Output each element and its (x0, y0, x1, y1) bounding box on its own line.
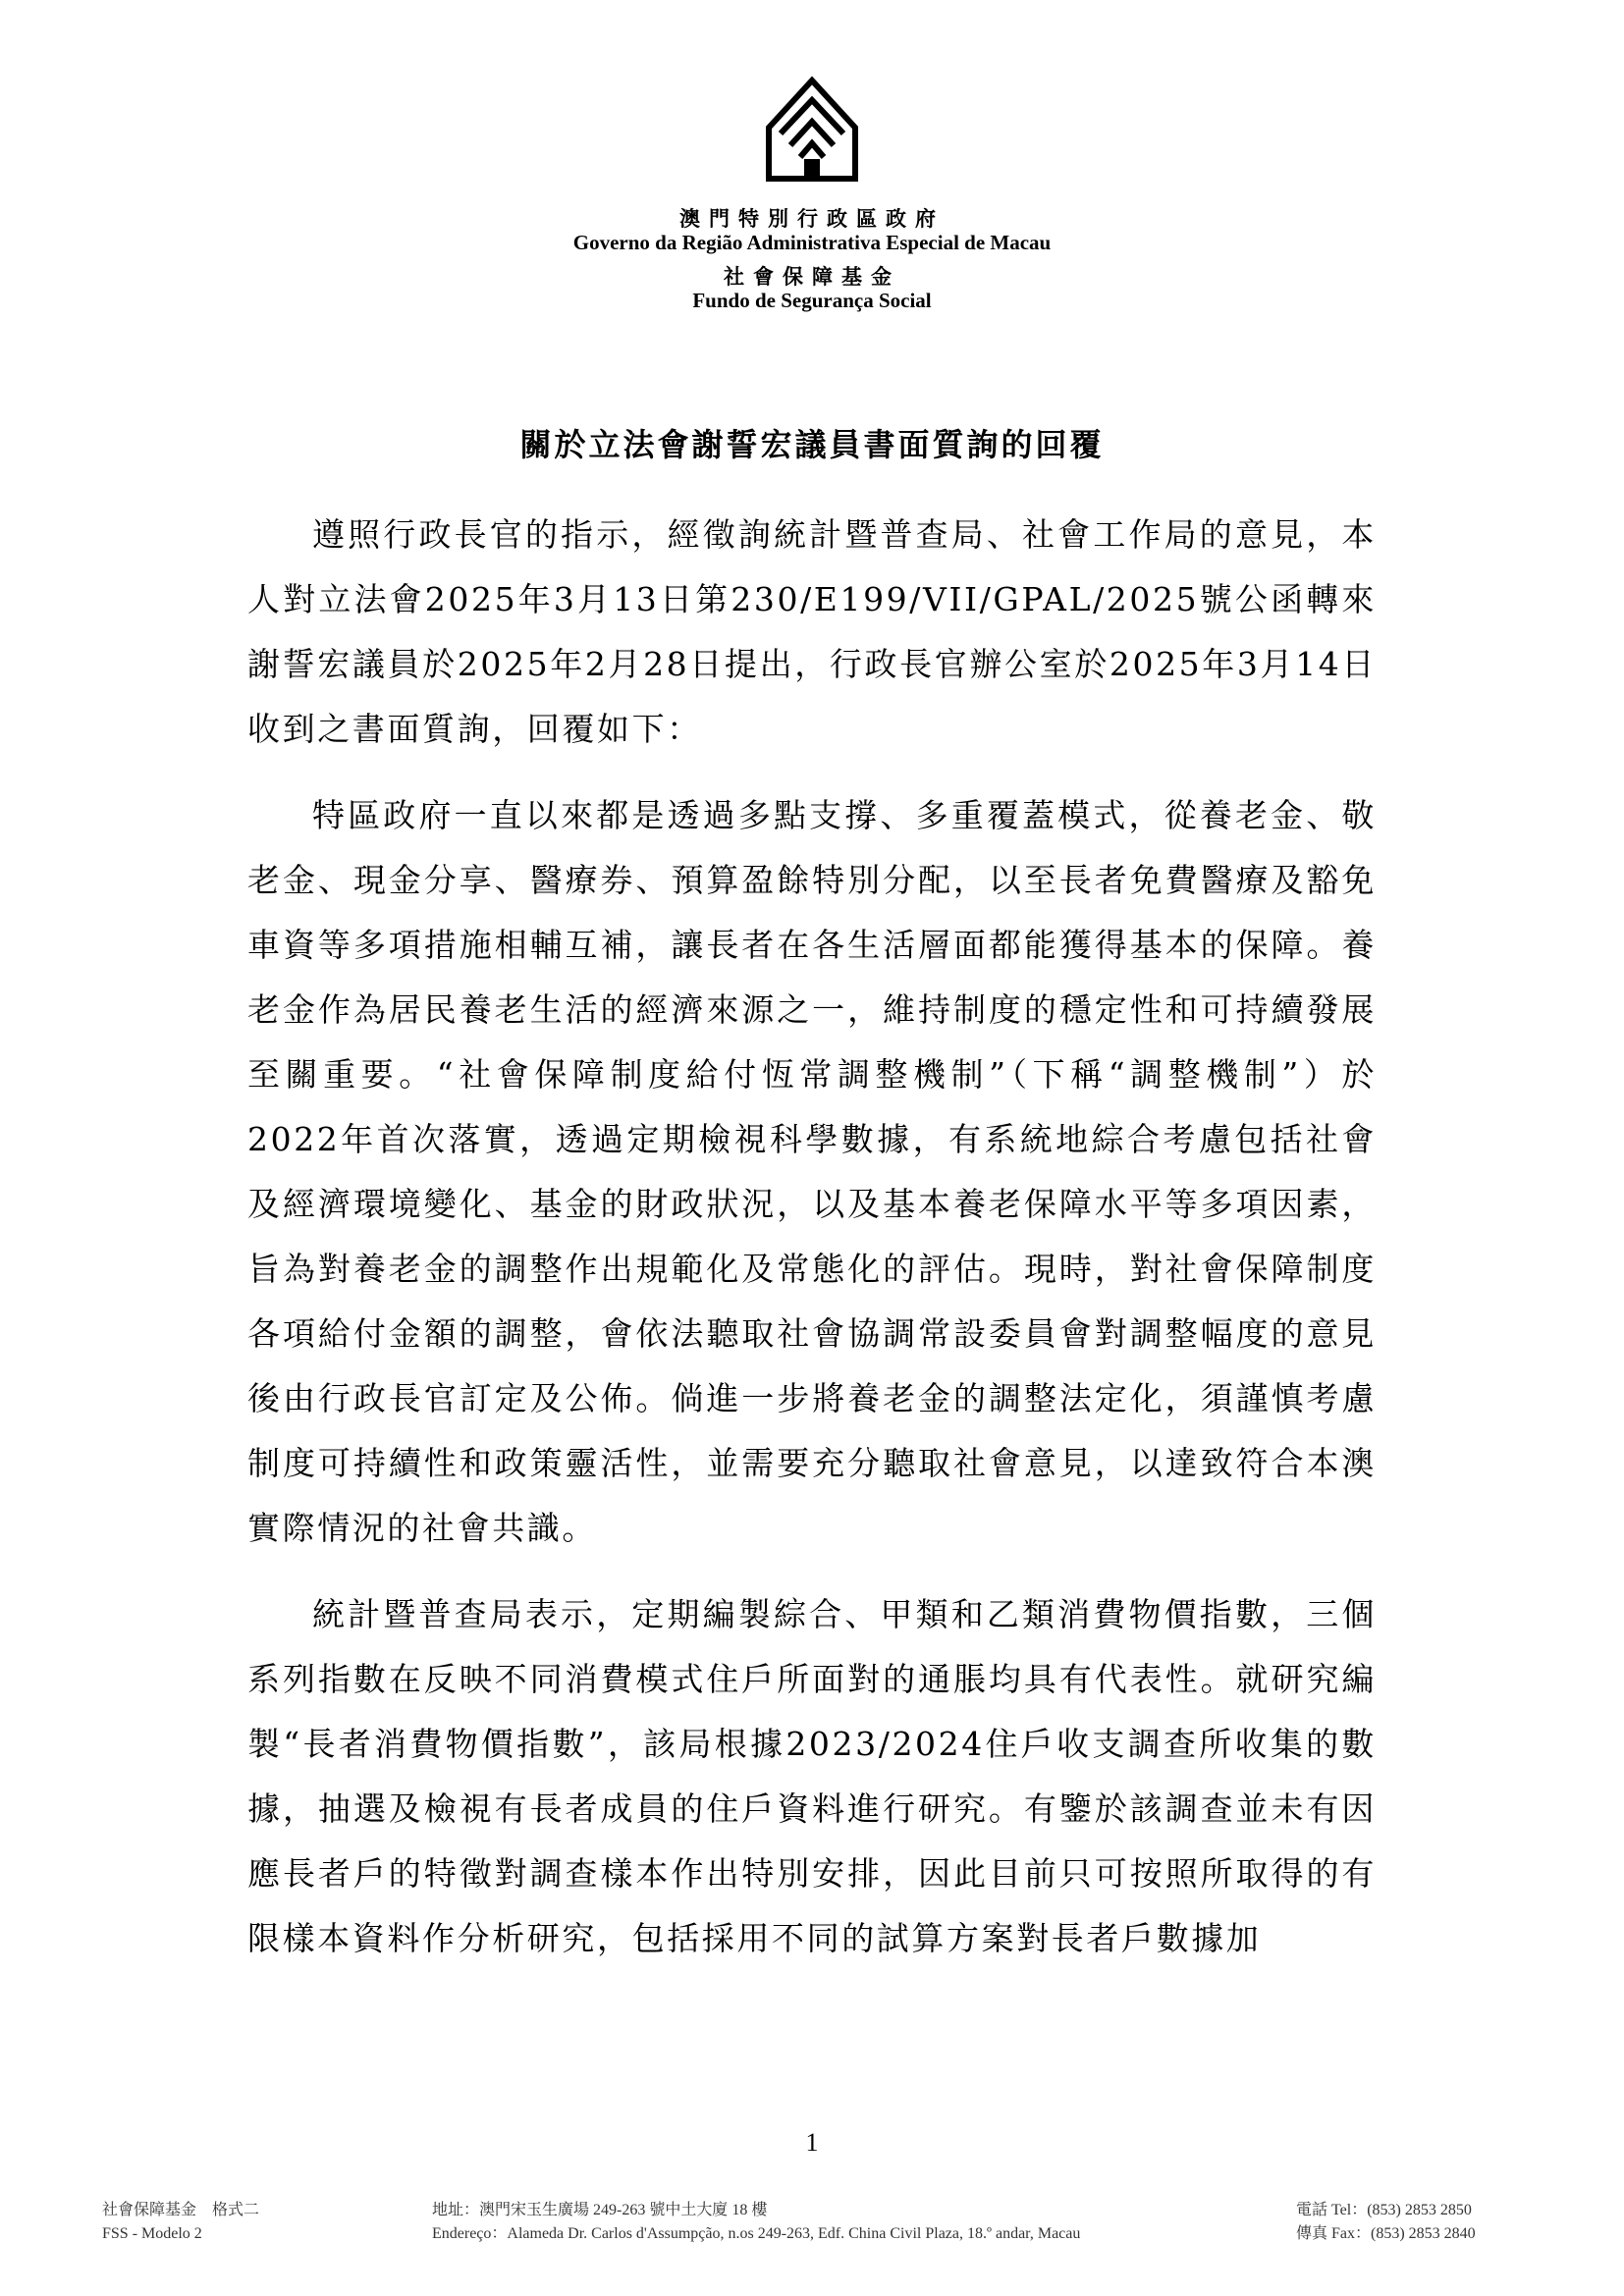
org-name-zh: 澳門特別行政區政府 (679, 206, 945, 231)
footer-fax: 傳真 Fax：(853) 2853 2840 (1296, 2225, 1476, 2242)
dept-name-pt: Fundo de Segurança Social (692, 289, 932, 312)
footer-address-zh: 地址：澳門宋玉生廣場 249-263 號中土大廈 18 樓 (432, 2202, 768, 2218)
fss-logo-icon (765, 75, 859, 183)
page-footer (0, 2199, 1624, 2258)
footer-form-info (102, 2199, 259, 2246)
dept-name-zh: 社會保障基金 (724, 264, 900, 289)
footer-form-zh: 社會保障基金 格式二 (102, 2202, 260, 2218)
paragraph: 遵照行政長官的指示，經徵詢統計暨普查局、社會工作局的意見，本人對立法會2025年3月13日第230/E199/VII/GPAL/2025號公函轉來謝誓宏議員於2025年2月28日提出，行政長官辦公室於2025年3月14日收到之書面質詢，回覆如下： (247, 515, 1377, 748)
footer-contact (1296, 2199, 1476, 2246)
footer-tel: 電話 Tel：(853) 2853 2850 (1296, 2202, 1472, 2218)
page-number: 1 (805, 2128, 819, 2157)
document-title: 關於立法會謝誓宏議員書面質詢的回覆 (519, 426, 1105, 463)
paragraph: 特區政府一直以來都是透過多點支撐、多重覆蓋模式，從養老金、敬老金、現金分享、醫療券、預算盈餘特別分配，以至長者免費醫療及豁免車資等多項措施相輔互補，讓長者在各生活層面都能獲得基本的保障。養老金作為居民養老生活的經濟來源之一，維持制度的穩定性和可持續發展至關重要。“社會保障制度給付恆常調整機制”（下稱“調整機制”）於2022年首次落實，透過定期檢視科學數據，有系統地綜合考慮包括社會及經濟環境變化、基金的財政狀況，以及基本養老保障水平等多項因素，旨為對養老金的調整作出規範化及常態化的評估。現時，對社會保障制度各項給付金額的調整，會依法聽取社會協調常設委員會對調整幅度的意見後由行政長官訂定及公佈。倘進一步將養老金的調整法定化，須謹慎考慮制度可持續性和政策靈活性，並需要充分聽取社會意見，以達致符合本澳實際情況的社會共識。 (247, 796, 1377, 1547)
paragraph: 統計暨普查局表示，定期編製綜合、甲類和乙類消費物價指數，三個系列指數在反映不同消費模式住戶所面對的通脹均具有代表性。就研究編製“長者消費物價指數”，該局根據2023/2024住戶收支調查所收集的數據，抽選及檢視有長者成員的住戶資料進行研究。有鑒於該調查並未有因應長者戶的特徵對調查樣本作出特別安排，因此目前只可按照所取得的有限樣本資料作分析研究，包括採用不同的試算方案對長者戶數據加 (247, 1595, 1377, 1957)
org-name-pt: Governo da Região Administrativa Especial de Macau (572, 231, 1052, 254)
footer-address (432, 2199, 1080, 2246)
footer-address-pt: Endereço：Alameda Dr. Carlos d'Assumpção, n.os 249-263, Edf. China Civil Plaza, 18.º andar, Macau (432, 2225, 1081, 2242)
document-body (247, 503, 1377, 1993)
footer-form-pt: FSS - Modelo 2 (102, 2225, 202, 2242)
